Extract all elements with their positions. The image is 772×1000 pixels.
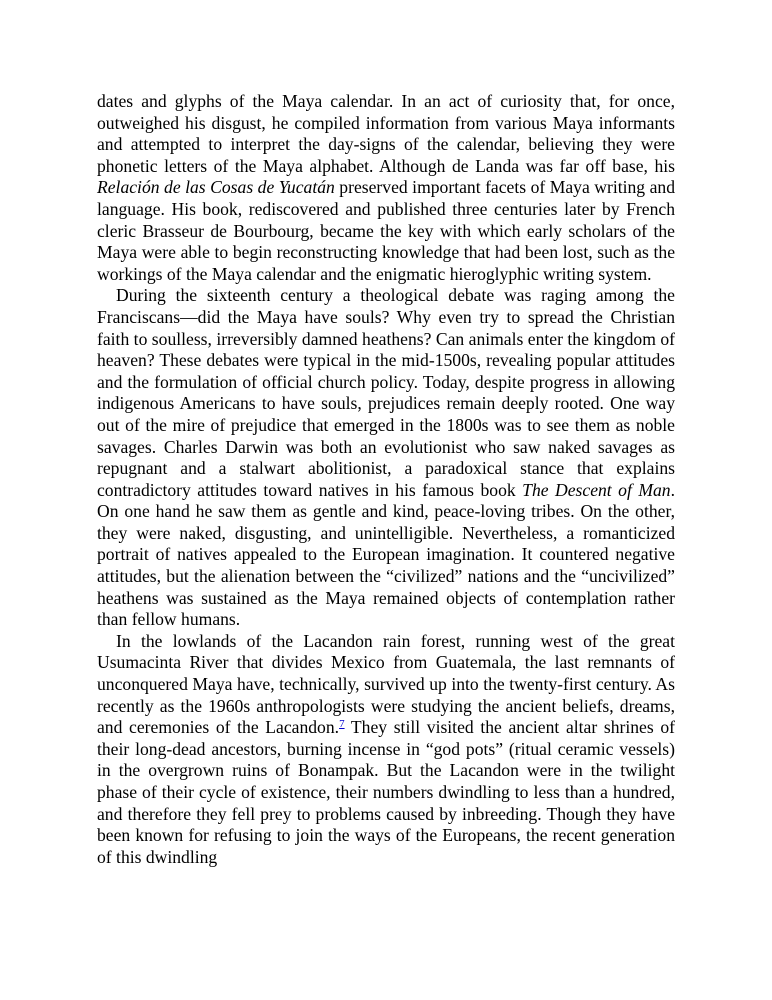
paragraph-text: In the lowlands of the Lacandon rain forest, running west of the great Usumacinta River that divides Mexico from Guatemala, the last remnants of unconquered Maya have, technically, survived up into the twenty-first century. As recently as the 1960s anthropologists were studying the ancient beliefs, dreams, and ceremonies of the Lacandon. bbox=[97, 630, 675, 738]
paragraph-text: preserved important facets of Maya writing and language. His book, rediscovered and published three centuries later by French cleric Brasseur de Bourbourg, became the key with which early scholars of the Maya were able to begin reconstructing knowledge that had been lost, such as the workings of the Maya calendar and the enigmatic hieroglyphic writing system. bbox=[97, 177, 675, 284]
book-title-relacion: Relación de las Cosas de Yucatán bbox=[97, 177, 335, 198]
book-page bbox=[97, 91, 675, 868]
paragraph-text: During the sixteenth century a theological debate was raging among the Franciscans—did the Maya have souls? Why even try to spread the Christian faith to soulless, irreversibly damned heathens? Can animals enter the kingdom of heaven? These debates were typical in the mid-1500s, revealing popular attitudes and the formulation of official church policy. Today, despite progress in allowing indigenous Americans to have souls, prejudices remain deeply rooted. One way out of the mire of prejudice that emerged in the 1800s was to see them as noble savages. Charles Darwin was both an evolutionist who saw naked savages as repugnant and a stalwart abolitionist, a paradoxical stance that explains contradictory attitudes toward natives in his famous book bbox=[97, 285, 675, 500]
paragraph-text: . On one hand he saw them as gentle and kind, peace-loving tribes. On the other, they were naked, disgusting, and unintelligible. Nevertheless, a romanticized portrait of natives appealed to the European imagination. It countered negative attitudes, but the alienation between the “civilized” nations and the “uncivilized” heathens was sustained as the Maya remained objects of contemplation rather than fellow humans. bbox=[97, 479, 675, 630]
paragraph-lacandon bbox=[97, 631, 675, 869]
paragraph-text: They still visited the ancient altar shrines of their long-dead ancestors, burning incense in “god pots” (ritual ceramic vessels) in the overgrown ruins of Bonampak. But the Lacandon were in the twilight phase of their cycle of existence, their numbers dwindling to less than a hundred, and therefore they fell prey to problems caused by inbreeding. Though they have been known for refusing to join the ways of the Europeans, the recent generation of this dwindling bbox=[97, 717, 676, 867]
paragraph-theological-debate bbox=[97, 285, 675, 631]
paragraph-text: dates and glyphs of the Maya calendar. In an act of curiosity that, for once, outweighed his disgust, he compiled information from various Maya informants and attempted to interpret the day-signs of the calendar, believing they were phonetic letters of the Maya alphabet. Although de Landa was far off base, his bbox=[97, 91, 675, 176]
footnote-link[interactable]: 7 bbox=[339, 718, 345, 731]
paragraph-de-landa bbox=[97, 91, 675, 285]
book-title-descent-of-man: The Descent of Man bbox=[522, 479, 671, 500]
